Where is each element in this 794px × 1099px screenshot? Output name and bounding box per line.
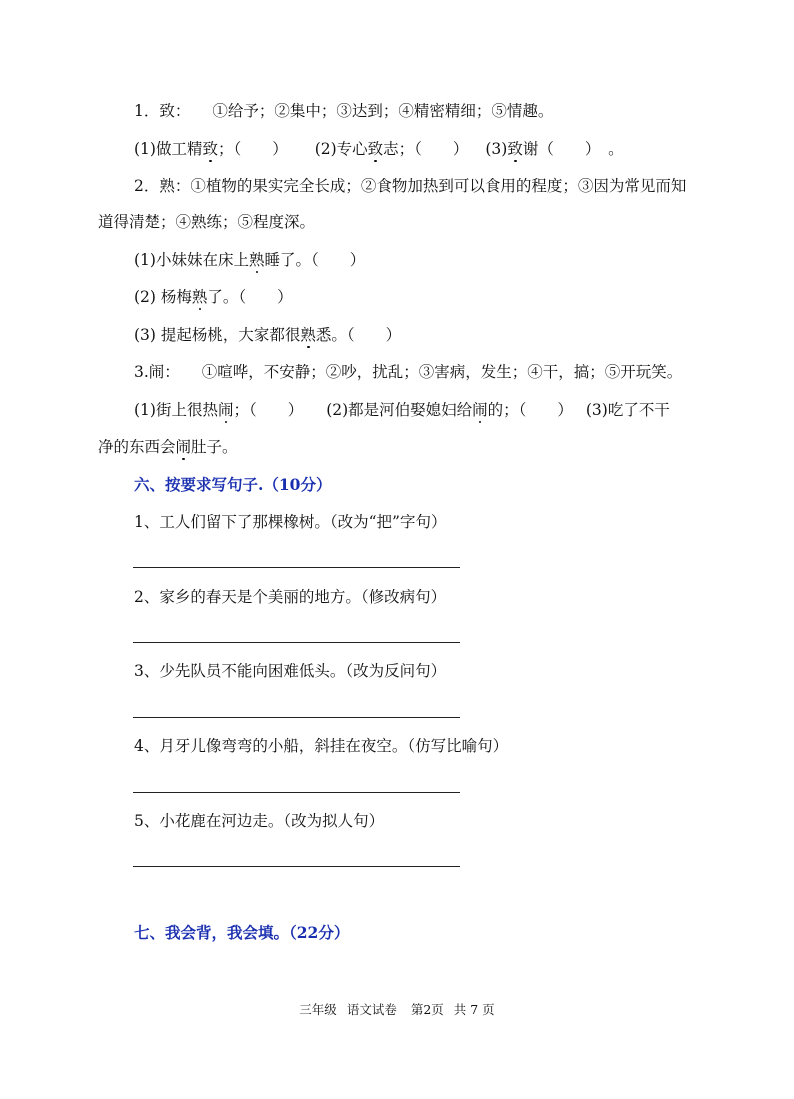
q1-answers bbox=[134, 139, 624, 159]
q1-answer-1: (1)做工精致；（ ） bbox=[134, 140, 288, 158]
q1-answer-3: (3)致谢（ ） 。 bbox=[485, 140, 624, 158]
footer-total: 共 7 页 bbox=[453, 1002, 495, 1017]
answer-line-5[interactable] bbox=[133, 866, 460, 867]
section7-title: 七、我会背，我会填。（22分） bbox=[134, 923, 350, 942]
q3-head: 3.闹： bbox=[134, 363, 180, 381]
section6-item-1: 1、工人们留下了那棵橡树。（改为“把”字句） bbox=[134, 513, 447, 531]
page-footer bbox=[0, 1000, 794, 1018]
section6-item-2: 2、家乡的春天是个美丽的地方。（修改病句） bbox=[134, 588, 447, 606]
q3-answer-3-cont: 净的东西会闹肚子。 bbox=[98, 438, 238, 456]
q2-definitions-line2: 道得清楚；④熟练；⑤程度深。 bbox=[98, 213, 316, 231]
q1-definitions bbox=[134, 101, 553, 121]
q3-definitions bbox=[134, 362, 682, 382]
q1-head: 1．致： bbox=[134, 102, 191, 120]
section6-item-5: 5、小花鹿在河边走。（改为拟人句） bbox=[134, 812, 385, 830]
q3-answer-2: (2)都是河伯娶媳妇给闹的；（ ） bbox=[326, 401, 573, 419]
q1-defs: ①给予；②集中；③达到；④精密精细；⑤情趣。 bbox=[212, 102, 554, 120]
q3-answers bbox=[134, 400, 670, 420]
answer-line-4[interactable] bbox=[133, 792, 460, 793]
footer-grade: 三年级 bbox=[299, 1002, 337, 1017]
section6-item-4: 4、月牙儿像弯弯的小船，斜挂在夜空。（仿写比喻句） bbox=[134, 737, 509, 755]
q3-answer-3: (3)吃了不干 bbox=[585, 401, 670, 419]
q3-defs: ①喧哗，不安静；②吵，扰乱；③害病，发生；④干，搞；⑤开玩笑。 bbox=[201, 363, 683, 381]
footer-subject: 语文试卷 bbox=[346, 1002, 397, 1017]
q1-answer-2: (2)专心致志；（ ） bbox=[314, 140, 469, 158]
answer-line-2[interactable] bbox=[133, 642, 460, 643]
section6-title: 六、按要求写句子.（10分） bbox=[134, 475, 332, 494]
q3-answer-1: (1)街上很热闹；（ ） bbox=[134, 401, 304, 419]
answer-line-3[interactable] bbox=[133, 717, 460, 718]
footer-page: 第2页 bbox=[410, 1002, 444, 1017]
q2-answer-1: (1)小妹妹在床上熟睡了。（ ） bbox=[134, 251, 366, 269]
answer-line-1[interactable] bbox=[133, 567, 460, 568]
section6-item-3: 3、少先队员不能向困难低头。（改为反问句） bbox=[134, 662, 447, 680]
q2-answer-2: (2) 杨梅熟了。（ ） bbox=[134, 288, 293, 306]
q2-answer-3: (3) 提起杨桃，大家都很熟悉。（ ） bbox=[134, 326, 402, 344]
q2-definitions-line1: 2．熟：①植物的果实完全长成；②食物加热到可以食用的程度；③因为常见而知 bbox=[134, 177, 687, 195]
